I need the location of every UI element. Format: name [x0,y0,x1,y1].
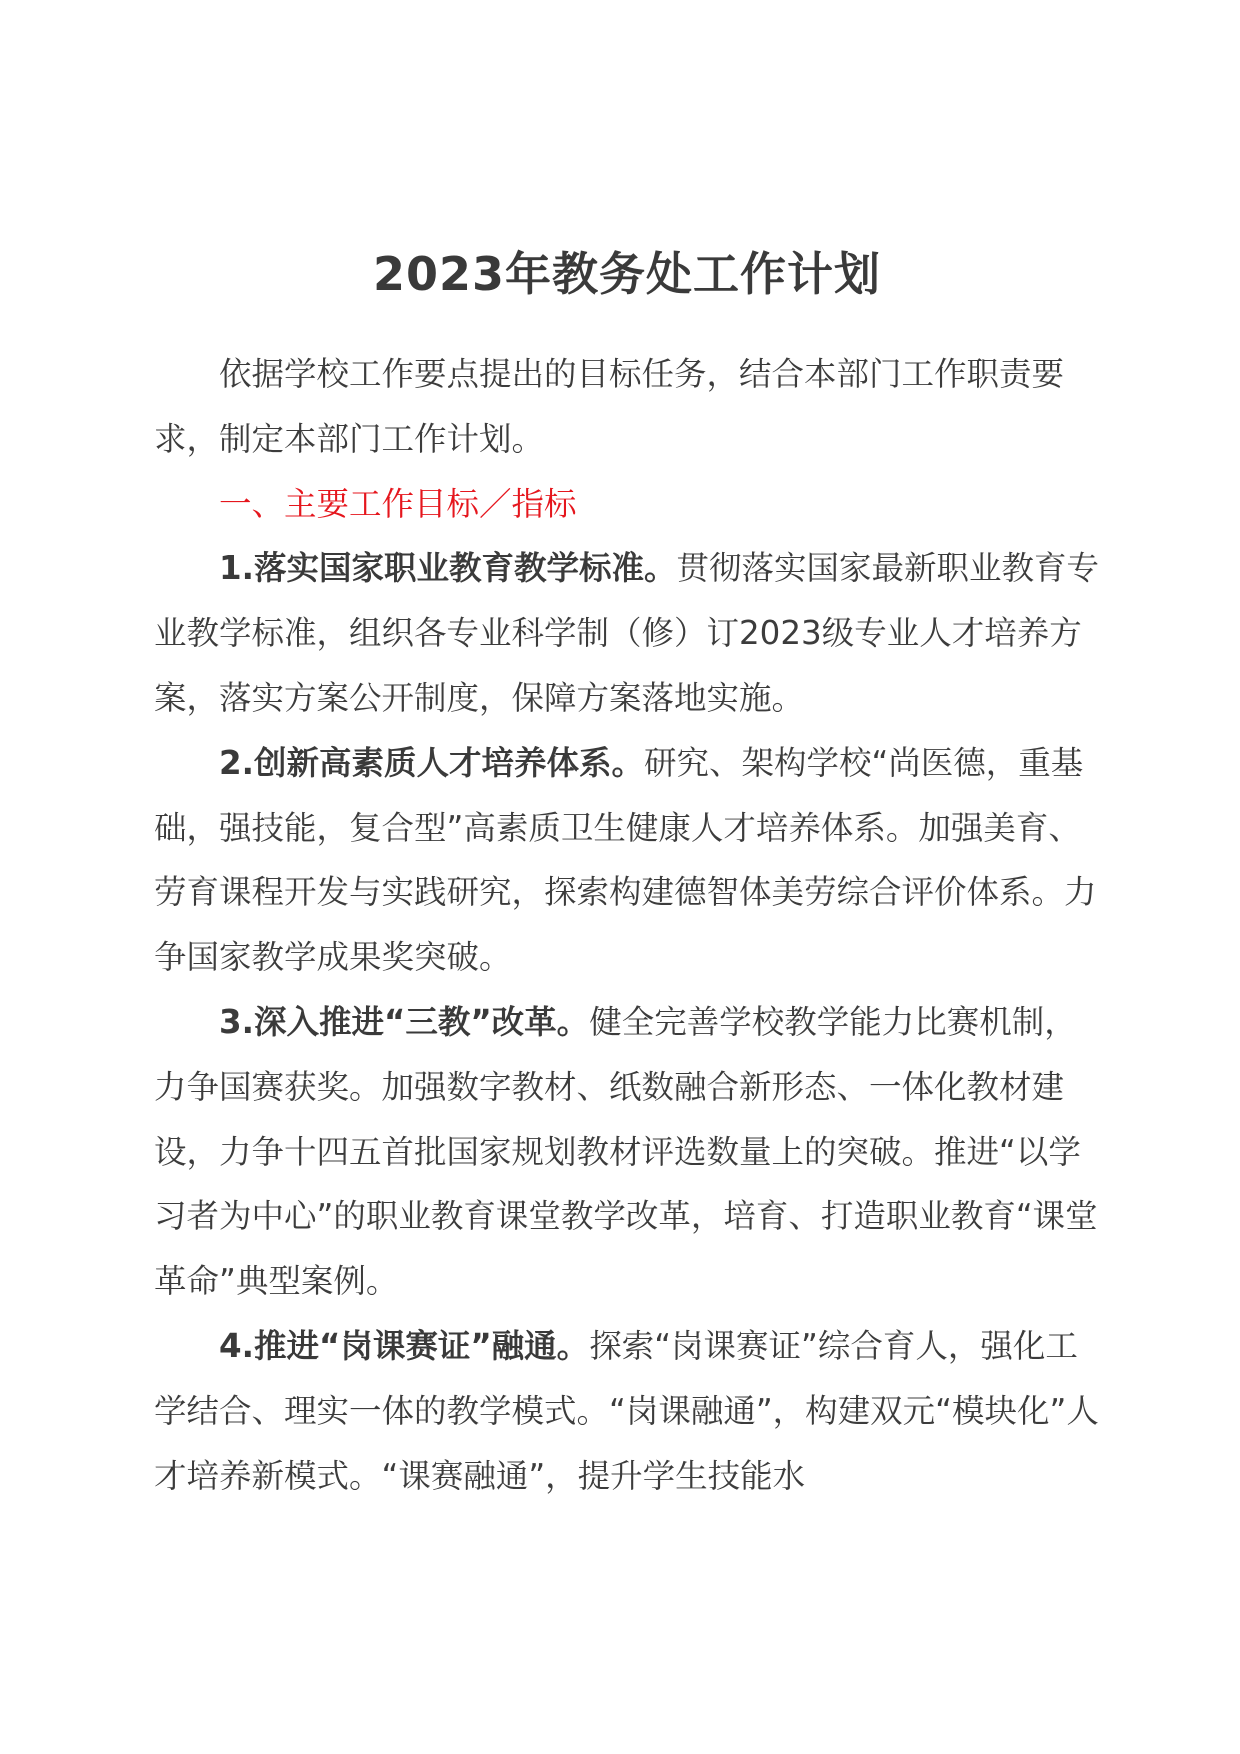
intro-paragraph: 依据学校工作要点提出的目标任务，结合本部门工作职责要求，制定本部门工作计划。 [154,355,1065,458]
section-heading: 一、主要工作目标／指标 [219,484,577,523]
document-body [154,246,1100,1508]
goal-item-3 [154,990,1100,1314]
goal-item-2-lead: 2.创新高素质人才培养体系。 [219,743,644,782]
goal-item-1-lead: 1.落实国家职业教育教学标准。 [219,549,677,588]
goal-item-4 [154,1314,1100,1508]
goal-item-2 [154,731,1100,990]
goal-item-4-lead: 4.推进“岗课赛证”融通。 [219,1326,590,1365]
goal-item-3-body: 健全完善学校教学能力比赛机制，力争国赛获奖。加强数字教材、纸数融合新形态、一体化教材建设，力争十四五首批国家规划教材评选数量上的突破。推进“以学习者为中心”的职业教育课堂教学改革，培育、打造职业教育“课堂革命”典型案例。 [154,1002,1098,1301]
goal-item-1 [154,536,1100,730]
goal-item-2-body: 研究、架构学校“尚医德，重基础，强技能，复合型”高素质卫生健康人才培养体系。加强美育、劳育课程开发与实践研究，探索构建德智体美劳综合评价体系。力争国家教学成果奖突破。 [154,743,1097,977]
goal-item-1-body: 贯彻落实国家最新职业教育专业教学标准，组织各专业科学制（修）订2023级专业人才培养方案，落实方案公开制度，保障方案落地实施。 [154,549,1099,717]
goal-item-4-body: 探索“岗课赛证”综合育人，强化工学结合、理实一体的教学模式。“岗课融通”，构建双元“模块化”人才培养新模式。“课赛融通”，提升学生技能水 [154,1326,1099,1495]
goal-item-3-lead: 3.深入推进“三教”改革。 [219,1002,590,1041]
document-title: 2023年教务处工作计划 [372,247,882,301]
